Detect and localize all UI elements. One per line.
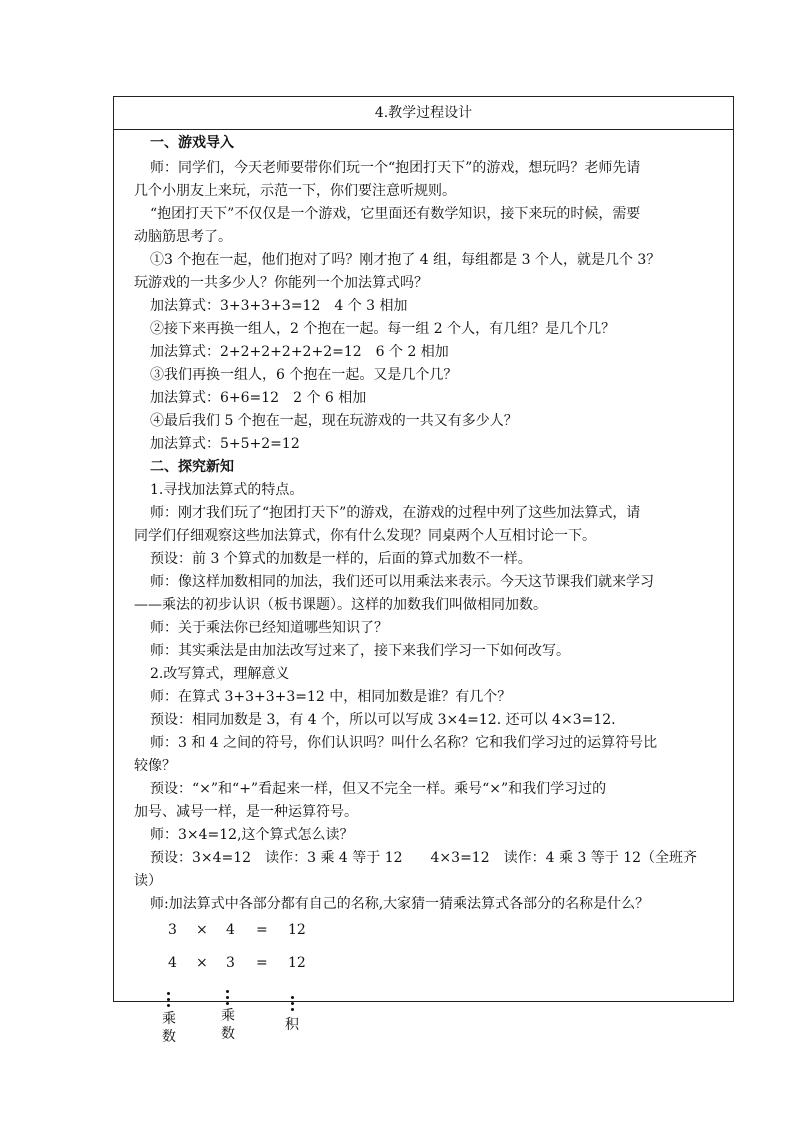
- section-title-1: 一、游戏导入: [150, 135, 234, 151]
- paragraph: 预设：“×”和“+”看起来一样，但又不完全一样。乘号“×”和我们学习过的: [150, 781, 607, 797]
- multiply-sign: ×: [196, 955, 208, 971]
- part-label-product: 积: [285, 1017, 299, 1033]
- paragraph: 加号、减号一样，是一种运算符号。: [134, 804, 358, 820]
- paragraph: 玩游戏的一共多少人？你能列一个加法算式吗？: [134, 275, 428, 291]
- paragraph: 师：3 和 4 之间的符号，你们认识吗？叫什么名称？它和我们学习过的运算符号比: [150, 735, 658, 751]
- table-header: 4.教学过程设计: [114, 97, 733, 130]
- paragraph: 1.寻找加法算式的特点。: [150, 482, 304, 498]
- lesson-table: [113, 96, 734, 1045]
- equation-term: 3: [226, 955, 235, 971]
- lesson-content: [114, 130, 733, 1045]
- paragraph: “抱团打天下”不仅仅是一个游戏，它里面还有数学知识，接下来玩的时候，需要: [150, 206, 641, 222]
- dotted-leader: [167, 992, 171, 1010]
- multiply-sign: ×: [196, 922, 208, 938]
- label-char: 乘: [162, 1011, 176, 1027]
- equals-sign: =: [256, 955, 268, 971]
- equals-sign: =: [256, 922, 268, 938]
- equation-term: 3: [168, 922, 177, 938]
- paragraph: 读）: [134, 873, 162, 889]
- paragraph: 加法算式：6+6=12 2 个 6 相加: [150, 390, 367, 406]
- dotted-leader: [291, 996, 295, 1014]
- paragraph: 师：其实乘法是由加法改写过来了，接下来我们学习一下如何改写。: [150, 643, 570, 659]
- dotted-leader: [226, 990, 230, 1008]
- paragraph: ③我们再换一组人，6 个抱在一起。又是几个几？: [150, 367, 458, 383]
- paragraph: ④最后我们 5 个抱在一起，现在玩游戏的一共又有多少人？: [150, 413, 518, 429]
- equation-product: 12: [288, 955, 306, 971]
- label-char: 数: [162, 1029, 176, 1045]
- paragraph: 较像？: [134, 758, 176, 774]
- paragraph: 师：同学们，今天老师要带你们玩一个“抱团打天下”的游戏，想玩吗？老师先请: [150, 160, 641, 176]
- paragraph: 加法算式：5+5+2=12: [150, 436, 300, 452]
- paragraph: 师：刚才我们玩了“抱团打天下”的游戏，在游戏的过程中列了这些加法算式，请: [150, 505, 641, 521]
- paragraph: 几个小朋友上来玩，示范一下，你们要注意听规则。: [134, 183, 456, 199]
- part-label-multiplier: [161, 1010, 177, 1046]
- paragraph: 预设：3×4=12 读作：3 乘 4 等于 12 4×3=12 读作：4 乘 3 等于 12（全班齐: [150, 850, 698, 866]
- paragraph: 加法算式：2+2+2+2+2+2=12 6 个 2 相加: [150, 344, 449, 360]
- equation-term: 4: [226, 922, 235, 938]
- equation-product: 12: [288, 922, 306, 938]
- paragraph: 预设：前 3 个算式的加数是一样的，后面的算式加数不一样。: [150, 551, 532, 567]
- paragraph: 2.改写算式，理解意义: [150, 666, 290, 682]
- paragraph: 动脑筋思考了。: [134, 229, 232, 245]
- label-char: 数: [221, 1026, 235, 1042]
- paragraph: 加法算式：3+3+3+3=12 4 个 3 相加: [150, 298, 408, 314]
- paragraph: 预设：相同加数是 3，有 4 个，所以可以写成 3×4=12. 还可以 4×3=12.: [150, 712, 616, 728]
- paragraph: ——乘法的初步认识（板书课题）。这样的加数我们叫做相同加数。: [134, 597, 547, 613]
- label-char: 乘: [221, 1008, 235, 1024]
- paragraph: ①3 个抱在一起，他们抱对了吗？刚才抱了 4 组，每组都是 3 个人，就是几个 3？: [150, 252, 661, 268]
- part-label-multiplicand: [220, 1007, 236, 1043]
- paragraph: 师：在算式 3+3+3+3=12 中，相同加数是谁？有几个？: [150, 689, 512, 705]
- paragraph: 师：关于乘法你已经知道哪些知识了？: [150, 620, 388, 636]
- paragraph: 师:加法算式中各部分都有自己的名称,大家猜一猜乘法算式各部分的名称是什么？: [150, 896, 650, 912]
- paragraph: ②接下来再换一组人，2 个抱在一起。每一组 2 个人，有几组？是几个几？: [150, 321, 616, 337]
- section-title-2: 二、探究新知: [150, 459, 234, 475]
- equation-term: 4: [168, 955, 177, 971]
- paragraph: 师：像这样加数相同的加法，我们还可以用乘法来表示。今天这节课我们就来学习: [150, 574, 654, 590]
- paragraph: 师：3×4=12,这个算式怎么读？: [150, 827, 354, 843]
- paragraph: 同学们仔细观察这些加法算式，你有什么发现？同桌两个人互相讨论一下。: [134, 528, 596, 544]
